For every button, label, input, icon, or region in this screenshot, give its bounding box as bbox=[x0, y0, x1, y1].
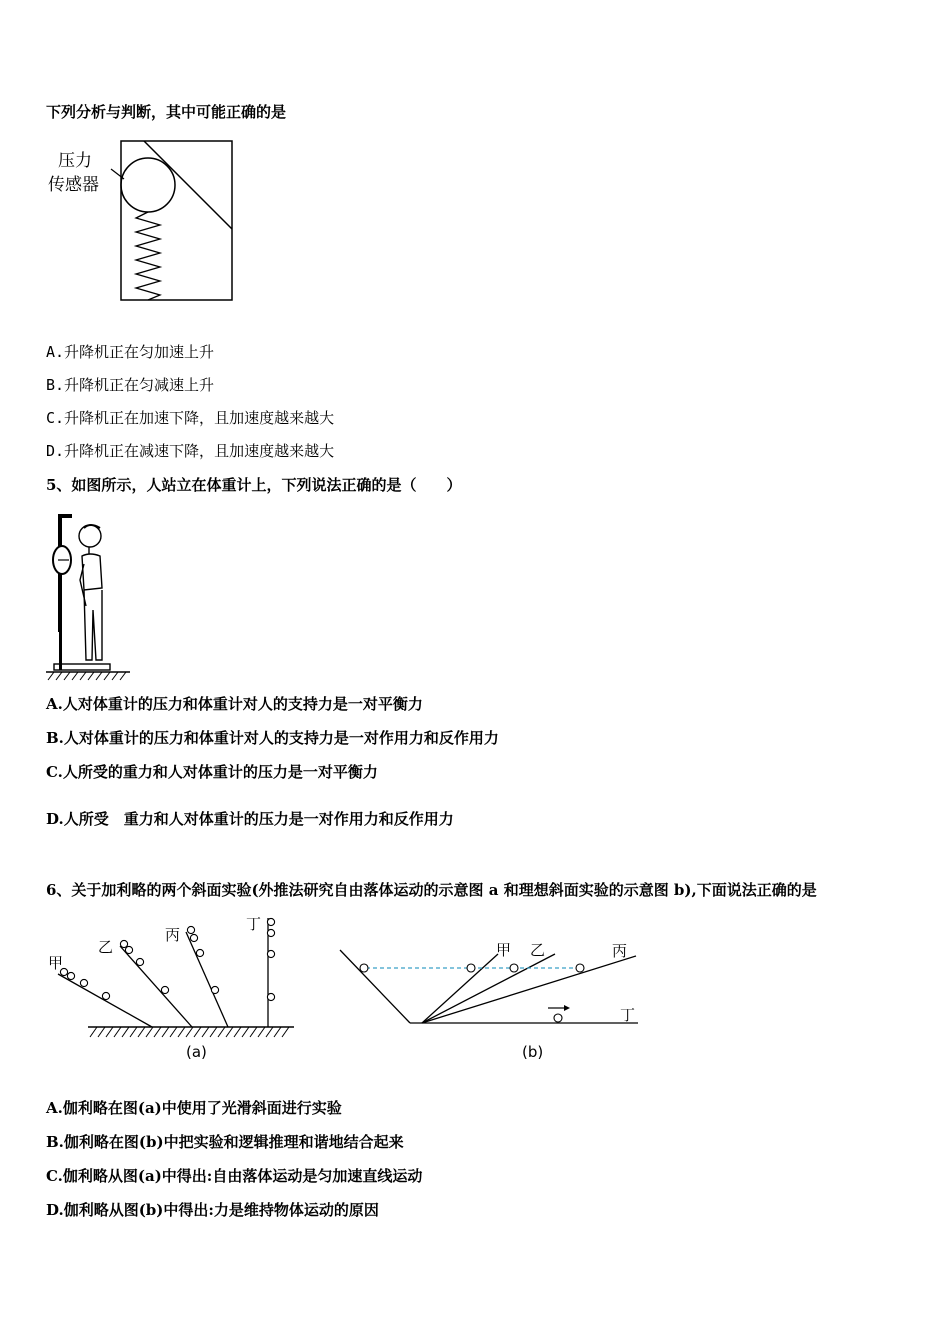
figure-b-label-bing: 丙 bbox=[612, 942, 628, 960]
q6-option-d[interactable]: D.伽利略从图(b)中得出:力是维持物体运动的原因 bbox=[46, 1201, 379, 1219]
figure-a-caption: (a) bbox=[186, 1043, 207, 1061]
figure-b-label-yi: 乙 bbox=[530, 941, 546, 959]
q5-option-a[interactable]: A.人对体重计的压力和体重计对人的支持力是一对平衡力 bbox=[46, 695, 423, 713]
q5-option-b[interactable]: B.人对体重计的压力和体重计对人的支持力是一对作用力和反作用力 bbox=[46, 729, 499, 747]
figure-a-label-jia: 甲 bbox=[48, 954, 64, 972]
figure-a-label-bing: 丙 bbox=[165, 926, 181, 944]
figure-b-label-jia: 甲 bbox=[496, 941, 512, 959]
q4-option-b[interactable]: B.升降机正在匀减速上升 bbox=[46, 376, 215, 394]
q4-option-c[interactable]: C.升降机正在加速下降，且加速度越来越大 bbox=[46, 409, 335, 427]
q4-stem: 下列分析与判断，其中可能正确的是 bbox=[46, 103, 287, 121]
q5-option-d[interactable]: D.人所受 重力和人对体重计的压力是一对作用力和反作用力 bbox=[46, 810, 454, 828]
q6-option-a[interactable]: A.伽利略在图(a)中使用了光滑斜面进行实验 bbox=[46, 1099, 342, 1117]
q5-stem: 5、如图所示，人站立在体重计上，下列说法正确的是（ ） bbox=[46, 476, 462, 494]
q6-option-b[interactable]: B.伽利略在图(b)中把实验和逻辑推理和谐地结合起来 bbox=[46, 1133, 404, 1151]
figure-label-sensor: 传感器 bbox=[48, 175, 99, 195]
q6-option-c[interactable]: C.伽利略从图(a)中得出:自由落体运动是匀加速直线运动 bbox=[46, 1167, 423, 1185]
q5-option-c[interactable]: C.人所受的重力和人对体重计的压力是一对平衡力 bbox=[46, 763, 378, 781]
figure-b-label-ding: 丁 bbox=[620, 1006, 636, 1024]
q6-stem: 6、关于加利略的两个斜面实验(外推法研究自由落体运动的示意图 a 和理想斜面实验的示意图 b),下面说法正确的是 bbox=[46, 881, 817, 899]
figure-label-pressure: 压力 bbox=[58, 151, 92, 171]
pressure-sensor-figure bbox=[40, 135, 240, 305]
person-on-scale-figure bbox=[44, 510, 134, 682]
galileo-incline-figure-a bbox=[40, 910, 300, 1066]
q4-option-a[interactable]: A.升降机正在匀加速上升 bbox=[46, 343, 215, 361]
figure-a-label-yi: 乙 bbox=[98, 938, 114, 956]
q4-option-d[interactable]: D.升降机正在减速下降，且加速度越来越大 bbox=[46, 442, 335, 460]
galileo-ideal-incline-figure-b bbox=[330, 930, 650, 1066]
figure-a-label-ding: 丁 bbox=[246, 915, 262, 933]
figure-b-caption: (b) bbox=[522, 1043, 544, 1061]
